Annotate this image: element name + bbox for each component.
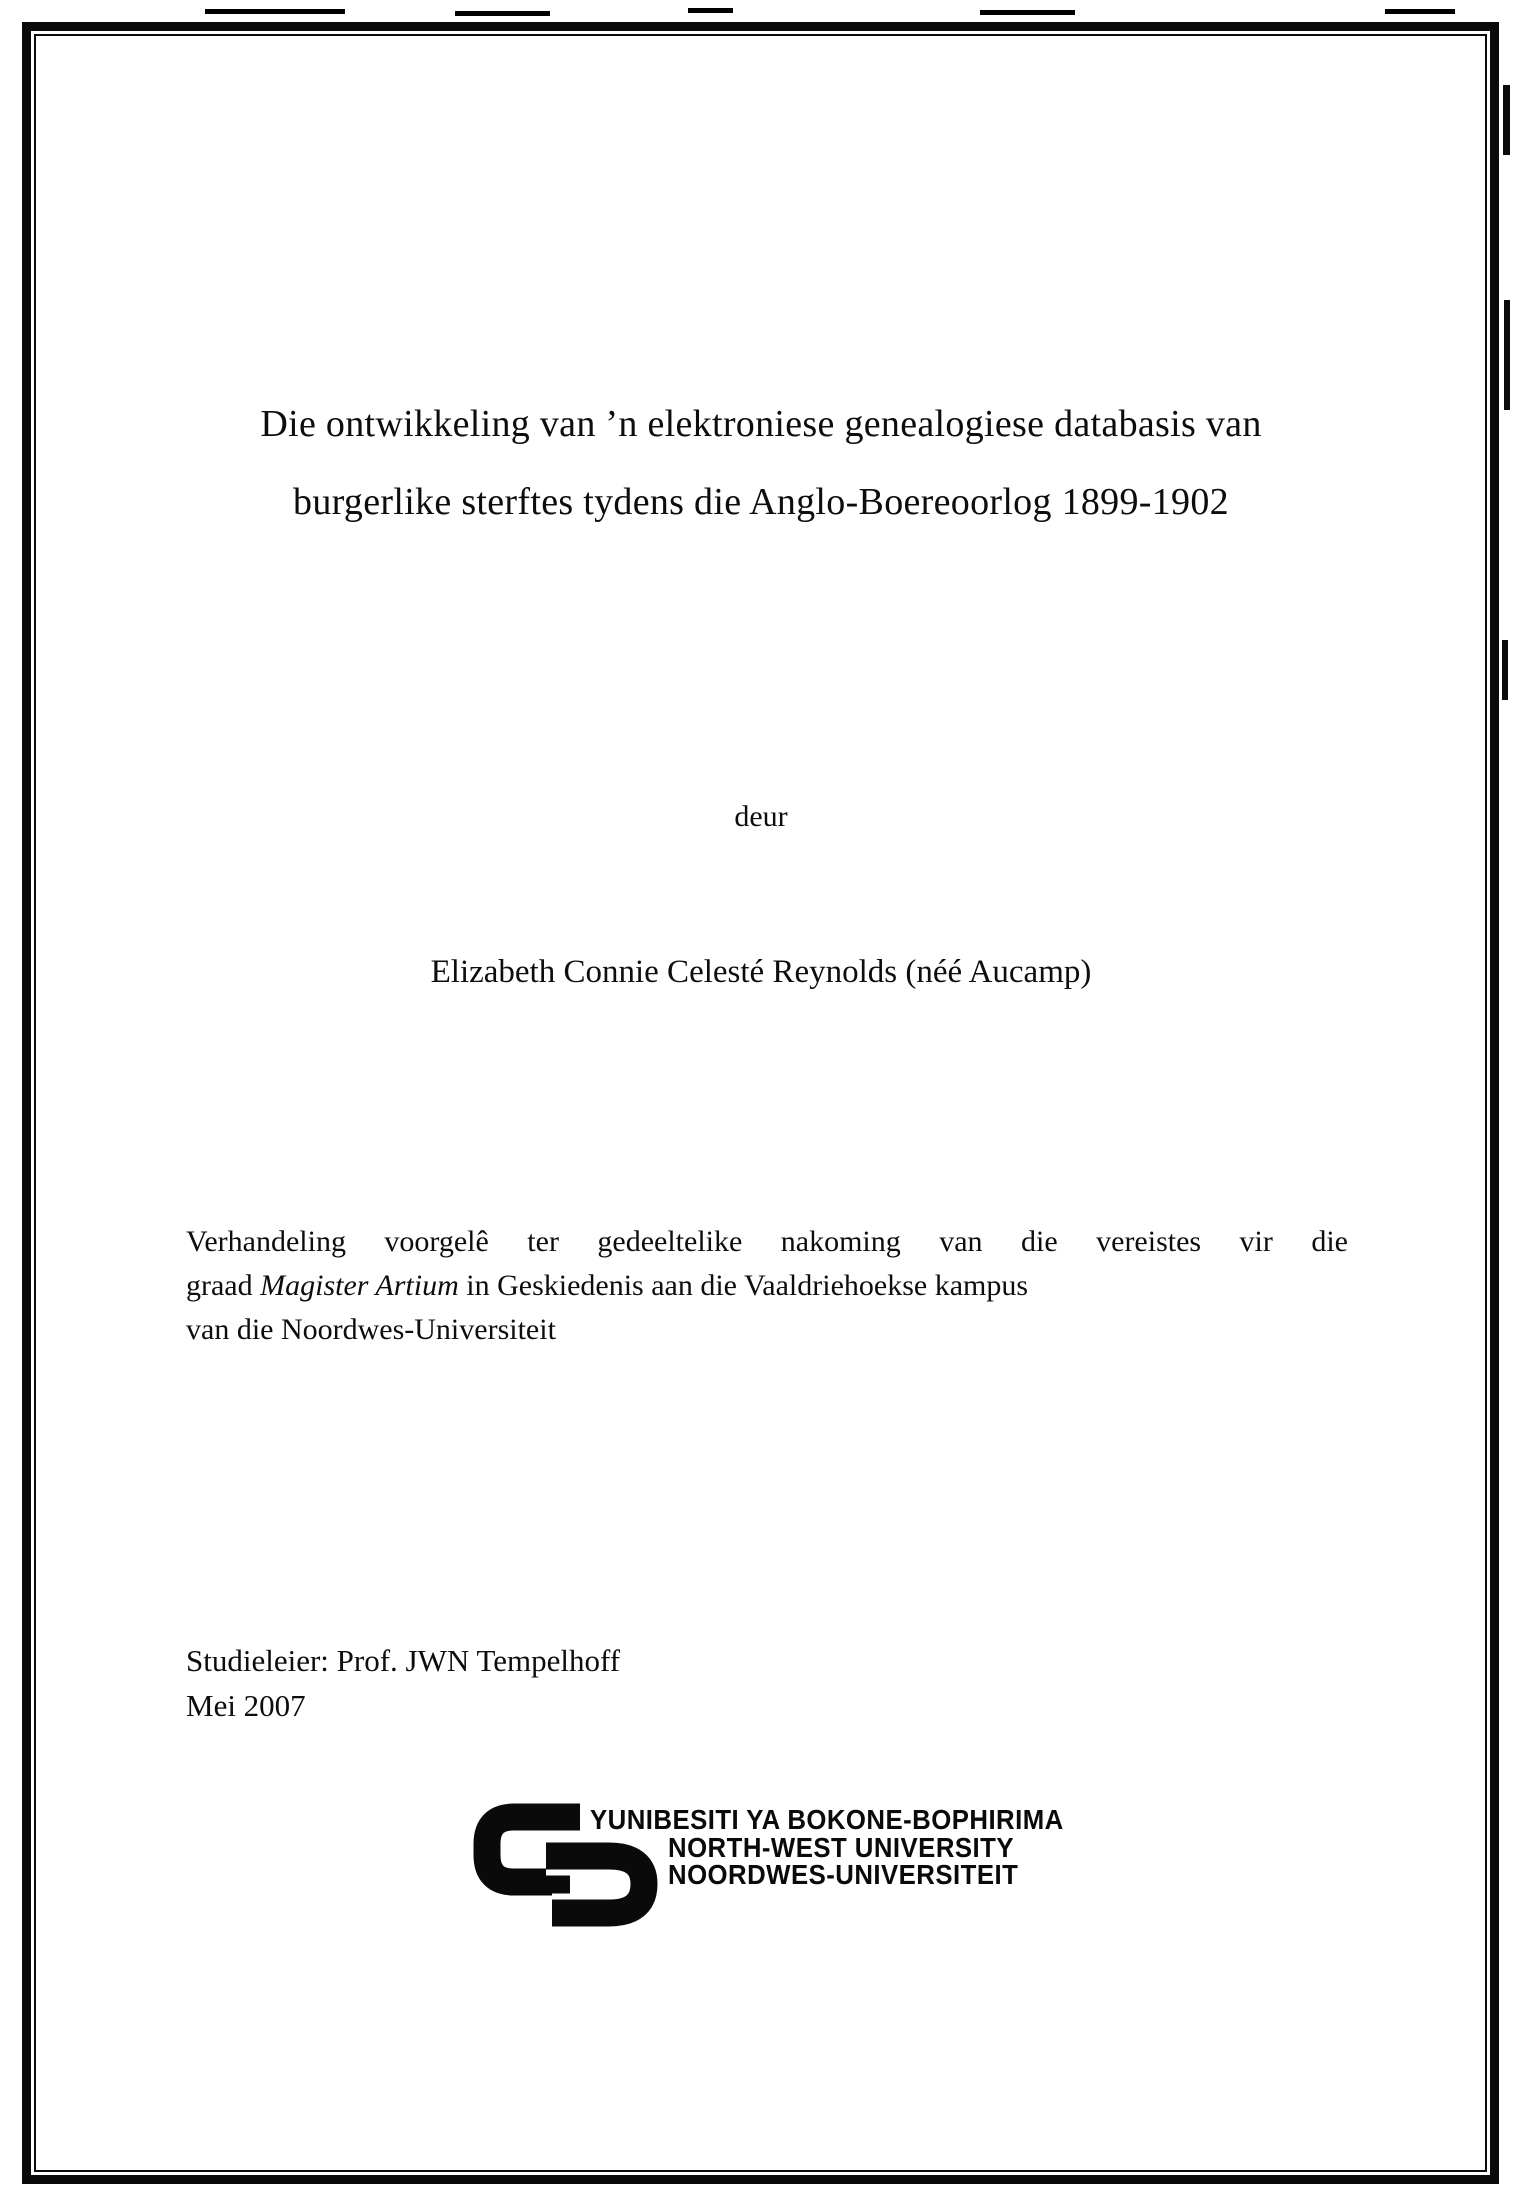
scan-artifact — [455, 11, 550, 16]
statement-line-1: Verhandeling voorgelê ter gedeeltelike nakoming van die vereistes vir die — [186, 1225, 1348, 1258]
statement-line-3: van die Noordwes-Universiteit — [186, 1313, 556, 1346]
scan-artifact — [1503, 85, 1510, 155]
scan-artifact — [205, 9, 345, 14]
scan-artifact — [980, 10, 1075, 15]
logo-text-english: NORTH-WEST UNIVERSITY — [668, 1832, 1014, 1863]
author-name: Elizabeth Connie Celesté Reynolds (néé Aucamp) — [430, 954, 1092, 990]
degree-name-italic: Magister Artium — [260, 1269, 459, 1302]
degree-statement — [186, 1220, 1348, 1352]
scan-artifact — [1385, 9, 1455, 14]
scan-artifact — [1502, 640, 1508, 700]
statement-line-2-pre: graad — [186, 1269, 261, 1302]
statement-line-2-post: in Geskiedenis aan die Vaaldriehoekse kampus — [458, 1269, 1029, 1302]
byline-deur: deur — [734, 800, 788, 833]
thesis-title — [90, 385, 1432, 541]
logo-text-afrikaans: NOORDWES-UNIVERSITEIT — [668, 1859, 1019, 1890]
supervisor-block — [186, 1638, 1086, 1728]
title-line-2: burgerlike sterftes tydens die Anglo-Boereoorlog 1899-1902 — [293, 481, 1229, 523]
scan-artifact — [1504, 300, 1510, 410]
university-logo — [468, 1796, 1128, 1936]
title-line-1: Die ontwikkeling van ’n elektroniese genealogiese databasis van — [260, 403, 1262, 445]
logo-text-setswana: YUNIBESITI YA BOKONE-BOPHIRIMA — [590, 1804, 1064, 1835]
scan-artifact — [688, 8, 733, 13]
date-line: Mei 2007 — [186, 1688, 306, 1723]
supervisor-line: Studieleier: Prof. JWN Tempelhoff — [186, 1643, 621, 1678]
statement-line-2 — [186, 1264, 1348, 1308]
